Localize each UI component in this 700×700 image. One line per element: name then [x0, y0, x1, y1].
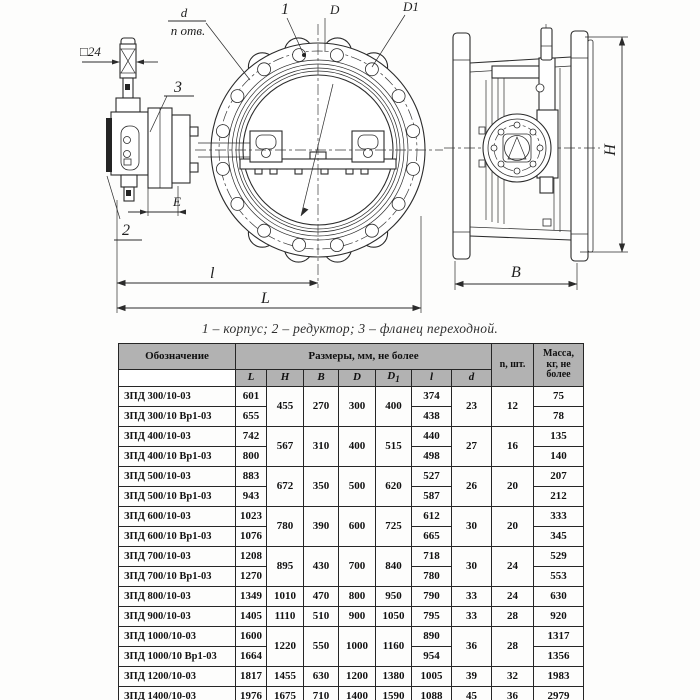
value-cell: 270 [304, 387, 339, 427]
value-cell: 655 [236, 407, 267, 427]
value-cell: 498 [412, 447, 452, 467]
value-cell: 20 [492, 507, 534, 547]
value-cell: 780 [412, 567, 452, 587]
value-cell: 612 [412, 507, 452, 527]
value-cell: 515 [376, 427, 412, 467]
table-header [119, 344, 584, 387]
value-cell: 954 [412, 647, 452, 667]
table-row [119, 587, 584, 607]
value-cell: 1349 [236, 587, 267, 607]
value-cell: 470 [304, 587, 339, 607]
designation-cell: ЗПД 600/10 Вр1-03 [119, 527, 236, 547]
value-cell: 26 [452, 467, 492, 507]
dim-l-label: l [210, 265, 215, 282]
value-cell: 1160 [376, 627, 412, 667]
value-cell: 430 [304, 547, 339, 587]
value-cell: 890 [412, 627, 452, 647]
square-drive-label: □24 [80, 44, 101, 59]
value-cell: 895 [267, 547, 304, 587]
dim-L-label: L [261, 290, 270, 307]
value-cell: 45 [452, 687, 492, 700]
value-cell: 310 [304, 427, 339, 467]
value-cell: 1010 [267, 587, 304, 607]
shaft-stub [541, 28, 552, 60]
designation-cell: ЗПД 300/10 Вр1-03 [119, 407, 236, 427]
value-cell: 20 [492, 467, 534, 507]
value-cell: 438 [412, 407, 452, 427]
value-cell: 36 [492, 687, 534, 700]
value-cell: 900 [339, 607, 376, 627]
value-cell: 790 [412, 587, 452, 607]
dim-B-label: B [511, 264, 521, 281]
designation-cell: ЗПД 1000/10-03 [119, 627, 236, 647]
value-cell: 27 [452, 427, 492, 467]
value-cell: 36 [452, 627, 492, 667]
callout-2-label: 2 [122, 222, 130, 239]
table-row [119, 667, 584, 687]
value-cell: 672 [267, 467, 304, 507]
value-cell: 212 [534, 487, 584, 507]
dim-D-label: D [330, 2, 340, 17]
value-cell: 12 [492, 387, 534, 427]
hole-dia-label: d [180, 5, 188, 20]
value-cell: 510 [304, 607, 339, 627]
value-cell: 1200 [339, 667, 376, 687]
dim-D1-label: D1 [403, 0, 419, 14]
table-row [119, 507, 584, 527]
flange-left-profile [453, 33, 470, 259]
value-cell: 840 [376, 547, 412, 587]
value-cell: 33 [452, 607, 492, 627]
value-cell: 718 [412, 547, 452, 567]
front-view [195, 24, 443, 288]
table-row [119, 547, 584, 567]
value-cell: 725 [376, 507, 412, 547]
value-cell: 665 [412, 527, 452, 547]
value-cell: 601 [236, 387, 267, 407]
dim-H-label: H [602, 144, 619, 156]
designation-cell: ЗПД 800/10-03 [119, 587, 236, 607]
value-cell: 345 [534, 527, 584, 547]
value-cell: 1050 [376, 607, 412, 627]
value-cell: 920 [534, 607, 584, 627]
valve-technical-drawing [0, 0, 700, 335]
side-view [444, 24, 600, 261]
col-group-dimensions: Размеры, мм, не более [236, 344, 492, 370]
table-row [119, 427, 584, 447]
value-cell: 1400 [339, 687, 376, 700]
value-cell: 1600 [236, 627, 267, 647]
value-cell: 550 [304, 627, 339, 667]
value-cell: 943 [236, 487, 267, 507]
value-cell: 950 [376, 587, 412, 607]
value-cell: 1405 [236, 607, 267, 627]
value-cell: 587 [412, 487, 452, 507]
value-cell: 630 [534, 587, 584, 607]
value-cell: 400 [339, 427, 376, 467]
value-cell: 527 [412, 467, 452, 487]
value-cell: 2979 [534, 687, 584, 700]
value-cell: 800 [236, 447, 267, 467]
value-cell: 800 [339, 587, 376, 607]
designation-cell: ЗПД 900/10-03 [119, 607, 236, 627]
value-cell: 32 [492, 667, 534, 687]
table-row [119, 387, 584, 407]
designation-cell: ЗПД 1000/10 Вр1-03 [119, 647, 236, 667]
table-body [119, 387, 584, 700]
value-cell: 23 [452, 387, 492, 427]
value-cell: 1455 [267, 667, 304, 687]
value-cell: 1076 [236, 527, 267, 547]
designation-cell: ЗПД 600/10-03 [119, 507, 236, 527]
value-cell: 24 [492, 587, 534, 607]
designation-cell: ЗПД 500/10-03 [119, 467, 236, 487]
value-cell: 795 [412, 607, 452, 627]
value-cell: 135 [534, 427, 584, 447]
value-cell: 24 [492, 547, 534, 587]
designation-cell: ЗПД 700/10 Вр1-03 [119, 567, 236, 587]
value-cell: 630 [304, 667, 339, 687]
value-cell: 140 [534, 447, 584, 467]
col-designation: Обозначение [119, 344, 236, 370]
value-cell: 333 [534, 507, 584, 527]
value-cell: 30 [452, 547, 492, 587]
value-cell: 529 [534, 547, 584, 567]
value-cell: 1000 [339, 627, 376, 667]
value-cell: 1317 [534, 627, 584, 647]
callout-1-label: 1 [281, 1, 289, 18]
designation-cell: ЗПД 500/10 Вр1-03 [119, 487, 236, 507]
value-cell: 1270 [236, 567, 267, 587]
value-cell: 1675 [267, 687, 304, 700]
gear-mount-face [479, 114, 551, 182]
value-cell: 1817 [236, 667, 267, 687]
value-cell: 1208 [236, 547, 267, 567]
value-cell: 710 [304, 687, 339, 700]
value-cell: 553 [534, 567, 584, 587]
value-cell: 1220 [267, 627, 304, 667]
hole-count-label: n отв. [170, 23, 206, 38]
value-cell: 39 [452, 667, 492, 687]
value-cell: 780 [267, 507, 304, 547]
value-cell: 30 [452, 507, 492, 547]
value-cell: 1664 [236, 647, 267, 667]
value-cell: 600 [339, 507, 376, 547]
value-cell: 500 [339, 467, 376, 507]
designation-cell: ЗПД 1400/10-03 [119, 687, 236, 700]
value-cell: 374 [412, 387, 452, 407]
sub-col-d: d [452, 370, 492, 387]
value-cell: 1380 [376, 667, 412, 687]
value-cell: 1005 [412, 667, 452, 687]
value-cell: 620 [376, 467, 412, 507]
value-cell: 1356 [534, 647, 584, 667]
value-cell: 440 [412, 427, 452, 447]
col-count: n, шт. [492, 344, 534, 387]
sub-col-H: H [267, 370, 304, 387]
flange-right-profile [571, 31, 588, 261]
value-cell: 1976 [236, 687, 267, 700]
value-cell: 700 [339, 547, 376, 587]
designation-cell: ЗПД 1200/10-03 [119, 667, 236, 687]
table-row [119, 687, 584, 700]
table-row [119, 467, 584, 487]
value-cell: 33 [452, 587, 492, 607]
value-cell: 78 [534, 407, 584, 427]
designation-cell: ЗПД 300/10-03 [119, 387, 236, 407]
dimensions-table [118, 343, 584, 700]
value-cell: 883 [236, 467, 267, 487]
empty-header-cell [119, 370, 236, 387]
value-cell: 75 [534, 387, 584, 407]
value-cell: 455 [267, 387, 304, 427]
sub-col-l: l [412, 370, 452, 387]
col-mass: Масса, кг, не более [534, 344, 584, 387]
callout-3-label: 3 [174, 79, 182, 96]
value-cell: 742 [236, 427, 267, 447]
value-cell: 1110 [267, 607, 304, 627]
sub-col-D1: $D_1$ [376, 370, 412, 387]
value-cell: 1023 [236, 507, 267, 527]
designation-cell: ЗПД 400/10-03 [119, 427, 236, 447]
value-cell: 1590 [376, 687, 412, 700]
sub-col-B: B [304, 370, 339, 387]
value-cell: 400 [376, 387, 412, 427]
value-cell: 1983 [534, 667, 584, 687]
value-cell: 300 [339, 387, 376, 427]
designation-cell: ЗПД 700/10-03 [119, 547, 236, 567]
mount-bracket [492, 66, 540, 78]
value-cell: 350 [304, 467, 339, 507]
value-cell: 1088 [412, 687, 452, 700]
table-row [119, 607, 584, 627]
designation-cell: ЗПД 400/10 Вр1-03 [119, 447, 236, 467]
value-cell: 567 [267, 427, 304, 467]
value-cell: 28 [492, 607, 534, 627]
dim-E-label: E [173, 194, 181, 209]
sub-col-D: D [339, 370, 376, 387]
value-cell: 16 [492, 427, 534, 467]
sub-col-L: L [236, 370, 267, 387]
figure-caption: 1 – корпус; 2 – редуктор; 3 – фланец переходной. [201, 321, 499, 336]
table-row [119, 627, 584, 647]
value-cell: 207 [534, 467, 584, 487]
value-cell: 28 [492, 627, 534, 667]
value-cell: 390 [304, 507, 339, 547]
